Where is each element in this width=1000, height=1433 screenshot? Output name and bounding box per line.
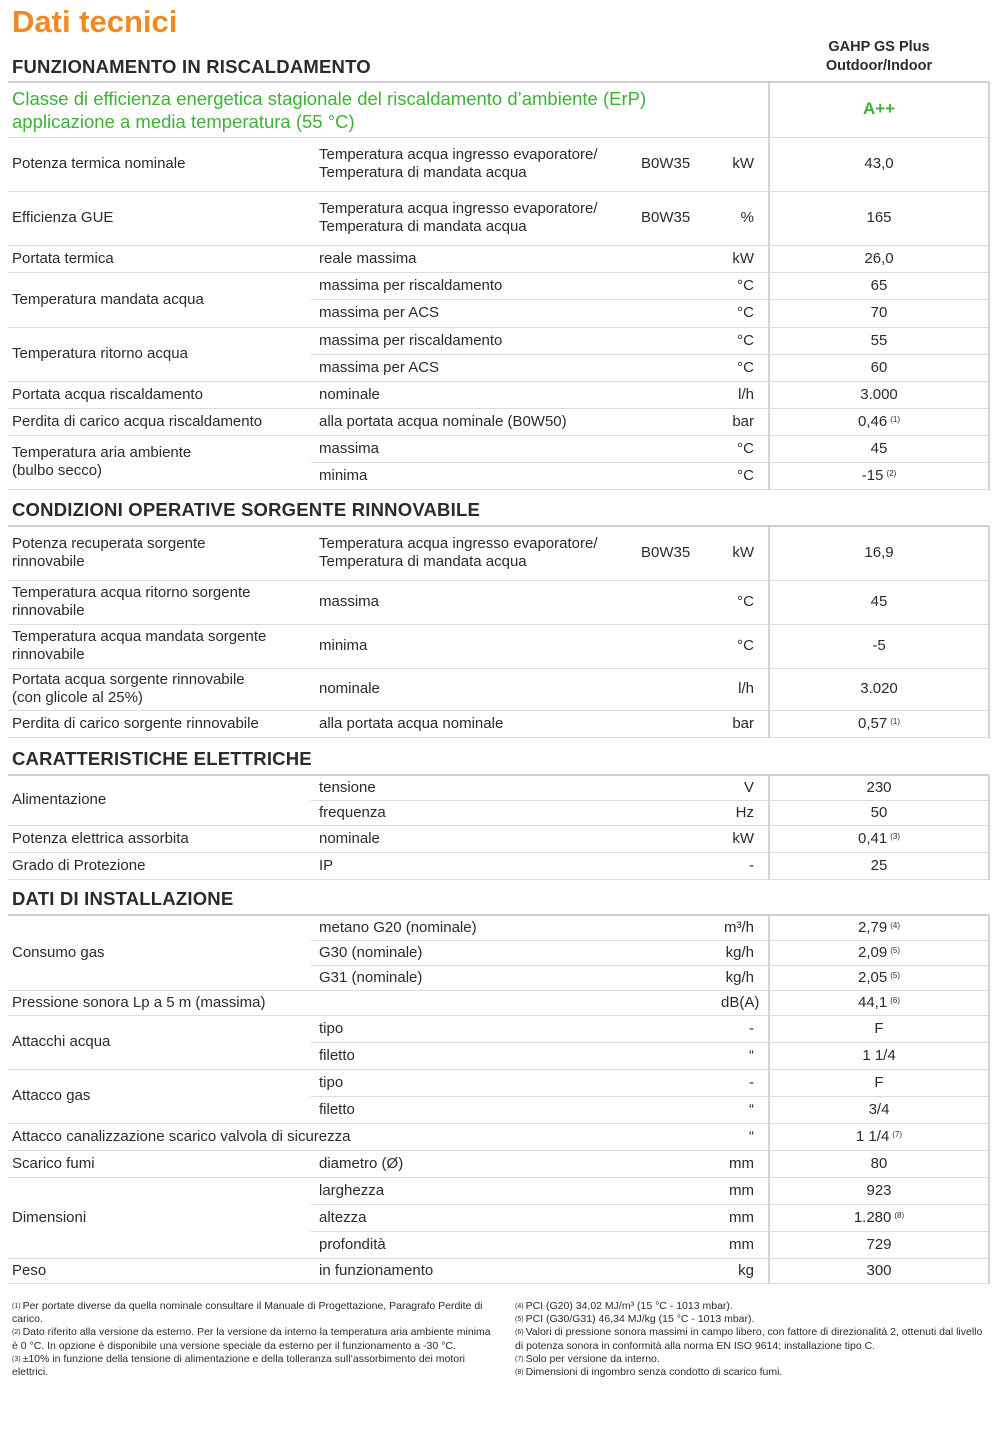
table-row [8, 82, 989, 137]
table-row: Peso in funzionamento kg 300 [8, 1258, 989, 1283]
table-row: frequenza Hz 50 [8, 800, 989, 825]
table-row: Efficienza GUE Temperatura acqua ingresso evaporatore/ Temperatura di mandata acqua B0W35 % 165 [8, 191, 989, 245]
table-row: Temperatura acqua mandata sorgente rinnovabile minima °C -5 [8, 624, 989, 668]
table-row: Attacchi acqua tipo - F [8, 1015, 989, 1042]
table-row: massima per ACS °C 60 [8, 354, 989, 381]
table-riscaldamento [8, 81, 990, 490]
model-header [770, 38, 988, 76]
table-row: massima per ACS °C 70 [8, 299, 989, 327]
table-row: Temperatura ritorno acqua massima per riscaldamento °C 55 [8, 327, 989, 354]
model-line2: Outdoor/Indoor [825, 58, 933, 74]
table-row: Dimensioni larghezza mm 923 [8, 1177, 989, 1204]
footnote: $^{(4)}$ PCI (G20) 34,02 MJ/m³ (15 °C - 1013 mbar). [515, 1300, 733, 1312]
table-row: G31 (nominale) kg/h 2,05 $^{(5)}$ [8, 965, 989, 990]
section-title-riscaldamento: FUNZIONAMENTO IN RISCALDAMENTO [12, 56, 371, 77]
footnote: $^{(1)}$ Per portate diverse da quella nominale consultare il Manuale di Progettazione, Paragrafo Perdite di carico. [12, 1300, 483, 1326]
table-row: Consumo gas metano G20 (nominale) m³/h 2,79 $^{(4)}$ [8, 915, 989, 940]
table-row: Pressione sonora Lp a 5 m (massima) dB(A) 44,1 $^{(6)}$ [8, 990, 989, 1015]
footnote: $^{(5)}$ PCI (G30/G31) 46,34 MJ/kg (15 °C - 1013 mbar). [515, 1313, 755, 1326]
table-row: Grado di Protezione IP - 25 [8, 852, 989, 879]
table-row: Potenza termica nominale Temperatura acqua ingresso evaporatore/ Temperatura di mandata acqua B0W35 kW 43,0 [8, 137, 989, 191]
footnote: $^{(8)}$ Dimensioni di ingombro senza condotto di scarico fumi. [515, 1366, 783, 1379]
table-elettriche [8, 774, 990, 880]
footnote: $^{(3)}$ ±10% in funzione della tensione di alimentazione e della tolleranza sull’assorbimento dei motori elettrici. [12, 1352, 465, 1379]
table-row: Perdita di carico acqua riscaldamento alla portata acqua nominale (B0W50) bar 0,46 $^{(1)}$ [8, 408, 989, 435]
table-row: altezza mm 1.280 $^{(8)}$ [8, 1204, 989, 1231]
table-row: profondità mm 729 [8, 1231, 989, 1258]
table-row: Potenza recuperata sorgente rinnovabile Temperatura acqua ingresso evaporatore/ Temperatura di mandata acqua B0W35 kW 16,9 [8, 526, 989, 580]
table-row: minima °C -15 $^{(2)}$ [8, 462, 989, 489]
table-row: filetto “ 3/4 [8, 1096, 989, 1123]
table-row: Scarico fumi diametro (Ø) mm 80 [8, 1150, 989, 1177]
section-title-sorgente: CONDIZIONI OPERATIVE SORGENTE RINNOVABILE [12, 499, 480, 520]
table-installazione [8, 914, 990, 1284]
section-title-installazione: DATI DI INSTALLAZIONE [12, 888, 234, 909]
model-line1: GAHP GS Plus [828, 39, 930, 55]
table-row: G30 (nominale) kg/h 2,09 $^{(5)}$ [8, 940, 989, 965]
footnote: $^{(2)}$ Dato riferito alla versione da esterno. Per la versione da interno la temperatura aria ambiente minima è 0 °C. In opzione è disponibile una versione speciale da esterno per il funzionamento a -30 °C. [12, 1326, 491, 1352]
table-row: Attacco canalizzazione scarico valvola di sicurezza “ 1 1/4 $^{(7)}$ [8, 1123, 989, 1150]
table-row: Temperatura mandata acqua massima per riscaldamento °C 65 [8, 272, 989, 299]
section-title-elettriche: CARATTERISTICHE ELETTRICHE [12, 748, 312, 769]
table-row: Alimentazione tensione V 230 [8, 775, 989, 800]
erp-value: A++ [769, 82, 989, 137]
erp-label: Classe di efficienza energetica stagionale del riscaldamento d’ambiente (ErP) applicazione a media temperatura (55 °C) [8, 82, 769, 137]
table-row: Portata acqua sorgente rinnovabile (con glicole al 25%) nominale l/h 3.020 [8, 668, 989, 710]
page-title: Dati tecnici [12, 4, 178, 39]
footnote: $^{(7)}$ Solo per versione da interno. [515, 1352, 660, 1365]
table-row: Temperatura acqua ritorno sorgente rinnovabile massima °C 45 [8, 580, 989, 624]
footnotes-right [515, 1300, 990, 1379]
table-sorgente [8, 525, 990, 738]
table-row: filetto “ 1 1/4 [8, 1042, 989, 1069]
table-row: Portata termica reale massima kW 26,0 [8, 245, 989, 272]
table-row: Portata acqua riscaldamento nominale l/h 3.000 [8, 381, 989, 408]
table-row: Temperatura aria ambiente (bulbo secco) massima °C 45 [8, 435, 989, 462]
table-row: Perdita di carico sorgente rinnovabile alla portata acqua nominale bar 0,57 $^{(1)}$ [8, 710, 989, 737]
table-row: Attacco gas tipo - F [8, 1069, 989, 1096]
footnote: $^{(6)}$ Valori di pressione sonora massimi in campo libero, con fattore di direzionalità 2, ottenuti dal livello di potenza sonora in conformità alla norma EN ISO 9614; installazione tipo C. [515, 1326, 983, 1352]
footnotes-left [12, 1300, 494, 1379]
table-row: Potenza elettrica assorbita nominale kW 0,41 $^{(3)}$ [8, 825, 989, 852]
